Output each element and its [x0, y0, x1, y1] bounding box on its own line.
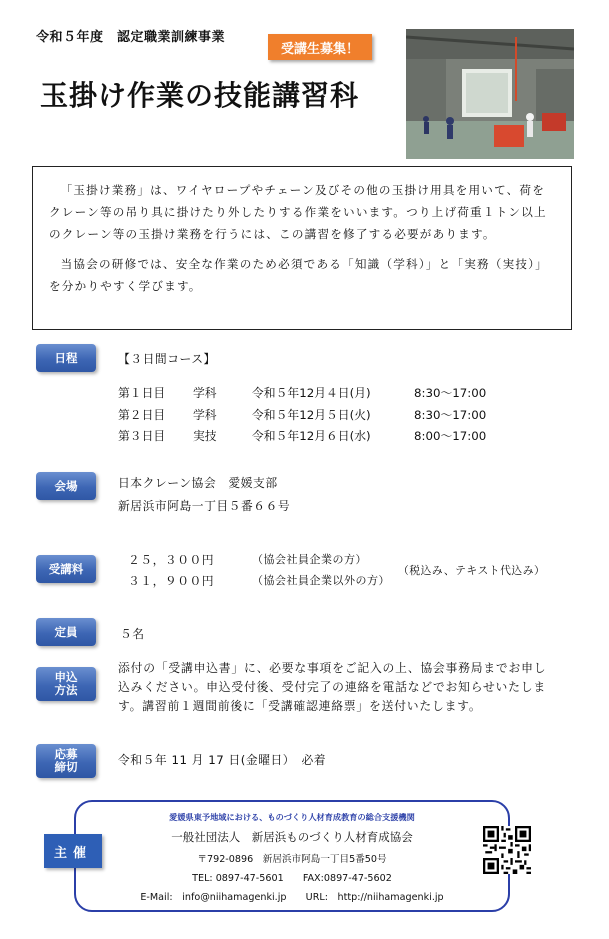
venue-address: 新居浜市阿島一丁目５番６６号 [118, 499, 291, 513]
deadline-label-text [55, 748, 78, 774]
intro-paragraph-2: 当協会の研修では、安全な作業のため必須である「知識（学科）」と「実務（実技）」を分かりやすく学びます。 [49, 257, 548, 293]
schedule-date: 令和５年12月６日(水) [252, 429, 371, 443]
fee-amount: ２５，３００円 [128, 553, 215, 567]
header-org-line: 令和５年度 認定職業訓練事業 [36, 30, 226, 45]
intro-paragraph-1: 「玉掛け業務」は、ワイヤロープやチェーン及びその他の玉掛け用具を用いて、荷をクレーン等の吊り具に掛けたり外したりする作業をいいます。つり上げ荷重１トン以上のクレーン等の玉掛け業務を行うには、この講習を修了する必要があります。 [49, 183, 547, 241]
host-tagline: 愛媛県東予地域における、ものづくり人材育成教育の総合支援機関 [169, 812, 415, 822]
schedule-day: 第１日目 [118, 386, 166, 400]
workshop-photo-illustration [406, 29, 574, 159]
qr-code-graphic [483, 826, 531, 874]
schedule-type: 学科 [193, 386, 217, 400]
intro-box [32, 166, 572, 330]
schedule-date: 令和５年12月４日(月) [252, 386, 371, 400]
deadline-value: 令和５年 11 月 17 日(金曜日） 必着 [118, 753, 327, 767]
application-label-line1: 申込 [54, 670, 78, 684]
venue-name: 日本クレーン協会 愛媛支部 [118, 476, 278, 490]
capacity-value: ５名 [120, 627, 145, 641]
recruit-badge: 受講生募集！ [268, 34, 372, 60]
page-title: 玉掛け作業の技能講習科 [40, 79, 360, 112]
deadline-label [36, 744, 96, 778]
host-org: 一般社団法人 新居浜ものづくり人材育成協会 [171, 830, 413, 844]
host-address: 〒792-0896 新居浜市阿島一丁目5番50号 [197, 854, 387, 865]
schedule-time: 8:00～17:00 [414, 429, 487, 443]
schedule-day: 第３日目 [118, 429, 166, 443]
fee-note: （協会社員企業の方） [252, 553, 367, 566]
schedule-time: 8:30～17:00 [414, 408, 487, 422]
deadline-label-line1: 応募 [54, 747, 78, 761]
workshop-photo [406, 29, 574, 159]
fee-label: 受講料 [36, 555, 96, 583]
course-length: 【３日間コース】 [118, 352, 216, 366]
fee-note: （協会社員企業以外の方） [252, 574, 390, 587]
schedule-day: 第２日目 [118, 408, 166, 422]
qr-code-icon [483, 826, 531, 874]
host-label: 主催 [44, 834, 102, 868]
schedule-label: 日程 [36, 344, 96, 372]
application-text: 添付の「受講申込書」に、必要な事項をご記入の上、協会事務局までお申し込みください。申込受付後、受付完了の連絡を電話などでお知らせいたします。講習前１週間前後に「受講確認連絡票」を送付いたします。 [118, 661, 547, 713]
schedule-time: 8:30～17:00 [414, 386, 487, 400]
application-label-text [55, 671, 78, 697]
application-label-line2: 方法 [54, 683, 78, 697]
schedule-type: 実技 [193, 429, 217, 443]
venue-label: 会場 [36, 472, 96, 500]
host-contact: TEL: 0897-47-5601 FAX:0897-47-5602 [192, 873, 392, 884]
capacity-label: 定員 [36, 618, 96, 646]
host-web: E-Mail: info@niihamagenki.jp URL: http://niihamagenki.jp [140, 892, 444, 903]
application-label [36, 667, 96, 701]
schedule-date: 令和５年12月５日(火) [252, 408, 371, 422]
fee-amount: ３１，９００円 [128, 574, 215, 588]
fee-tax-note: （税込み、テキスト代込み） [398, 564, 546, 577]
deadline-label-line2: 締切 [54, 760, 78, 774]
schedule-type: 学科 [193, 408, 217, 422]
